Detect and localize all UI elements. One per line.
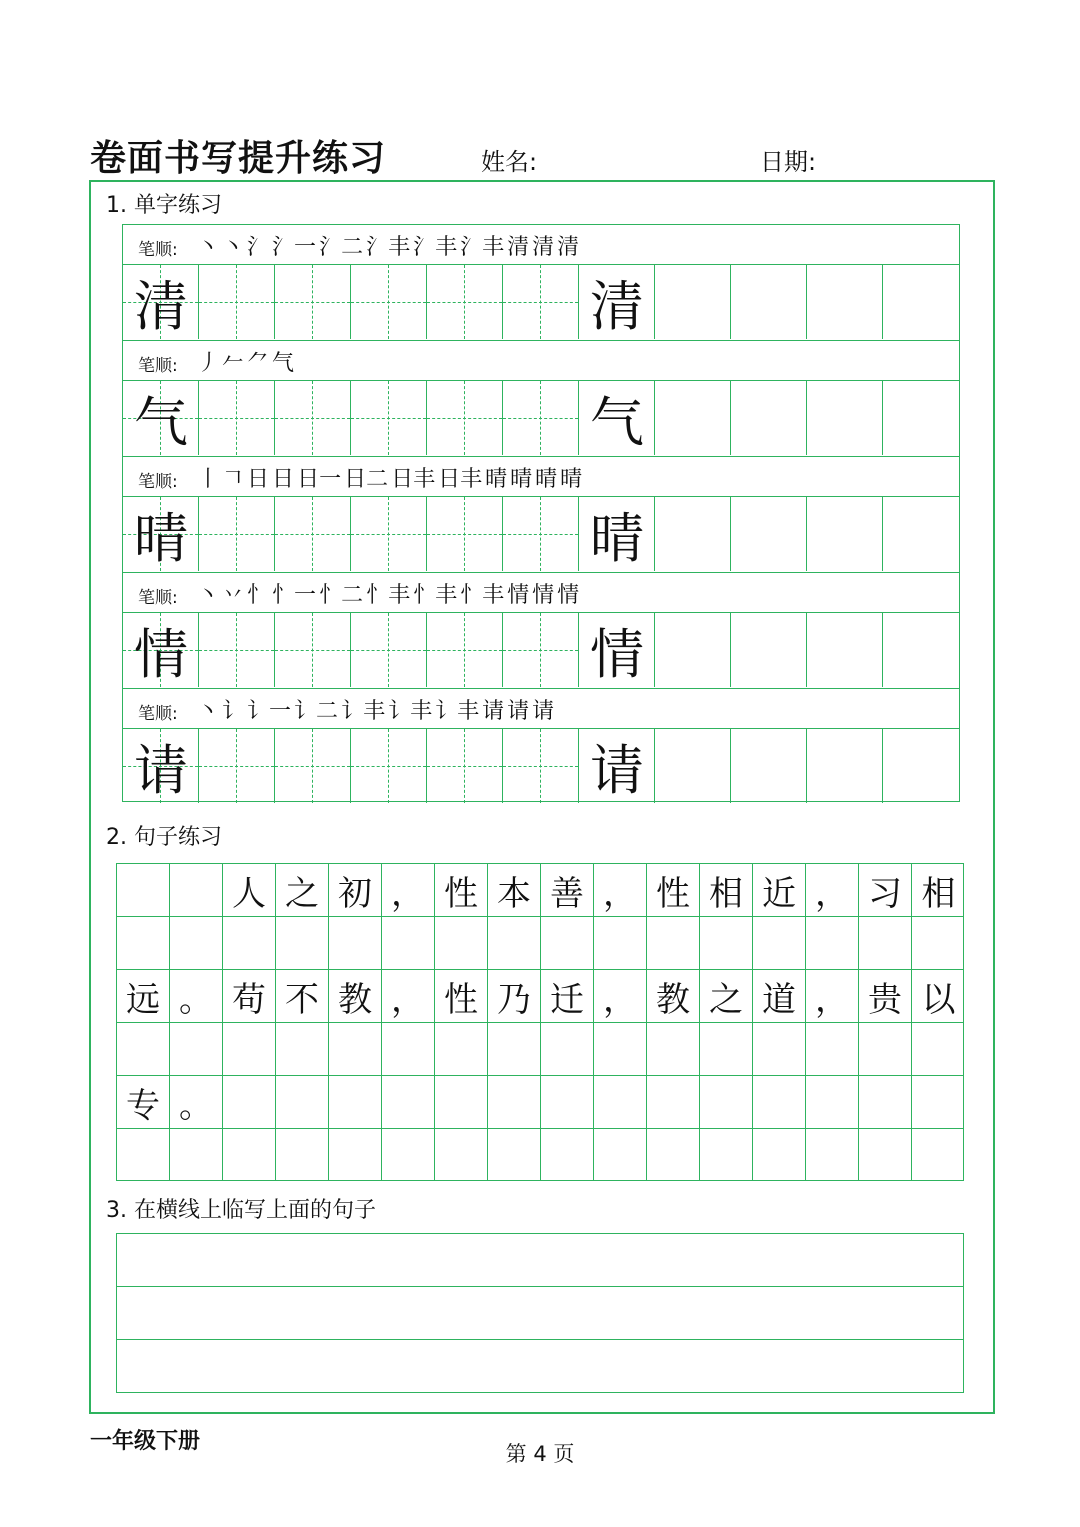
empty-writing-cell[interactable] [223, 1023, 276, 1075]
stroke-step: 丶 [222, 234, 245, 260]
model-char-cell [123, 381, 199, 455]
stroke-step: 日丰 [391, 466, 436, 492]
name-label: 姓名: [481, 148, 538, 176]
stroke-step: 晴 [535, 466, 558, 492]
empty-writing-cell[interactable] [594, 1076, 647, 1128]
empty-writing-cell[interactable] [117, 1023, 170, 1075]
stroke-step: 忄二 [319, 582, 364, 608]
guide-line-vertical [388, 497, 389, 571]
sentence-char-cell: ， [382, 970, 435, 1022]
stroke-step: 氵一 [272, 234, 317, 260]
empty-writing-cell[interactable] [753, 1129, 806, 1181]
sentence-char-cell: 初 [329, 864, 382, 916]
section-title-sentence: 2. 句子练习 [106, 825, 222, 850]
tian-grid-row [123, 265, 959, 341]
guide-line-vertical [236, 729, 237, 803]
empty-writing-cell[interactable] [806, 1023, 859, 1075]
stroke-step: 日二 [344, 466, 389, 492]
empty-writing-cell[interactable] [700, 1023, 753, 1075]
tian-grid-row [123, 497, 959, 573]
guide-line-vertical [312, 497, 313, 571]
guide-line-vertical [312, 265, 313, 339]
practice-cell[interactable] [503, 265, 579, 339]
stroke-step: 讠一 [247, 698, 292, 724]
empty-writing-cell[interactable] [859, 1129, 912, 1181]
tian-grid-row [123, 381, 959, 457]
practice-cell[interactable] [427, 381, 503, 455]
empty-writing-cell[interactable] [594, 917, 647, 969]
model-character: 气 [590, 390, 644, 454]
stroke-step: 清 [532, 234, 555, 260]
stroke-step: 请 [507, 698, 530, 724]
stroke-order-label: 笔顺: [138, 240, 178, 260]
practice-cell[interactable] [731, 381, 807, 455]
empty-writing-cell[interactable] [700, 1076, 753, 1128]
empty-writing-cell[interactable] [541, 1076, 594, 1128]
practice-cell[interactable] [199, 497, 275, 571]
empty-writing-cell[interactable] [541, 1023, 594, 1075]
sentence-char-cell: 习 [859, 864, 912, 916]
empty-writing-cell[interactable] [382, 1129, 435, 1181]
sentence-char-cell: 。 [170, 970, 223, 1022]
empty-writing-cell[interactable] [647, 1023, 700, 1075]
stroke-order-label: 笔顺: [138, 472, 178, 492]
page-title: 卷面书写提升练习 [90, 138, 387, 179]
date-label: 日期: [760, 148, 817, 176]
guide-line-vertical [540, 497, 541, 571]
stroke-step: 𠃍 [222, 466, 245, 492]
stroke-step: 清 [557, 234, 580, 260]
practice-cell[interactable] [199, 613, 275, 687]
sentence-grid-row [117, 1129, 963, 1182]
practice-cell[interactable] [883, 265, 959, 339]
empty-writing-cell[interactable] [382, 1023, 435, 1075]
empty-writing-cell[interactable] [170, 1129, 223, 1181]
stroke-sequence [197, 459, 585, 495]
empty-writing-cell[interactable] [806, 917, 859, 969]
sentence-char-cell: 不 [276, 970, 329, 1022]
empty-writing-cell[interactable] [594, 1023, 647, 1075]
practice-cell[interactable] [427, 265, 503, 339]
empty-writing-cell[interactable] [859, 1076, 912, 1128]
stroke-order-row [123, 341, 959, 381]
sentence-char-cell: 道 [753, 970, 806, 1022]
empty-writing-cell[interactable] [276, 1076, 329, 1128]
sentence-char-cell: ， [806, 864, 859, 916]
guide-line-vertical [312, 729, 313, 803]
practice-cell[interactable] [351, 381, 427, 455]
practice-cell[interactable] [427, 613, 503, 687]
sentence-char-cell: 性 [647, 864, 700, 916]
stroke-sequence [197, 691, 557, 727]
empty-writing-cell[interactable] [276, 917, 329, 969]
practice-cell[interactable] [503, 381, 579, 455]
empty-writing-cell[interactable] [912, 1023, 965, 1075]
empty-writing-cell[interactable] [435, 1076, 488, 1128]
practice-cell[interactable] [731, 497, 807, 571]
practice-cell[interactable] [807, 381, 883, 455]
guide-line-vertical [464, 497, 465, 571]
stroke-step: 讠丰 [388, 698, 433, 724]
practice-cell[interactable] [275, 381, 351, 455]
empty-writing-cell[interactable] [912, 1129, 965, 1181]
empty-writing-cell[interactable] [170, 1023, 223, 1075]
guide-line-vertical [540, 729, 541, 803]
empty-writing-cell[interactable] [170, 864, 223, 916]
empty-writing-cell[interactable] [223, 1129, 276, 1181]
stroke-step: 丶 [197, 582, 220, 608]
practice-cell[interactable] [351, 613, 427, 687]
stroke-step: 晴 [560, 466, 583, 492]
model-character: 晴 [590, 506, 644, 570]
model-char-cell [579, 729, 655, 803]
sentence-char-cell: 教 [329, 970, 382, 1022]
stroke-step: 日 [272, 466, 295, 492]
tian-grid-row [123, 613, 959, 689]
sentence-char-cell: 相 [700, 864, 753, 916]
sentence-char-cell: 以 [921, 979, 956, 1020]
practice-cell[interactable] [655, 265, 731, 339]
practice-cell[interactable] [503, 729, 579, 803]
copy-writing-line[interactable] [117, 1234, 963, 1287]
stroke-step: 请 [532, 698, 555, 724]
guide-line-vertical [540, 613, 541, 687]
sentence-char-cell: 之 [276, 864, 329, 916]
stroke-step: 日 [247, 466, 270, 492]
practice-cell[interactable] [503, 613, 579, 687]
stroke-step: 丶 [197, 698, 220, 724]
empty-writing-cell[interactable] [382, 917, 435, 969]
guide-line-vertical [236, 613, 237, 687]
guide-line-vertical [236, 265, 237, 339]
practice-cell[interactable] [883, 729, 959, 803]
sentence-char-cell: 相 [921, 873, 956, 914]
stroke-order-row [123, 689, 959, 729]
empty-writing-cell[interactable] [329, 1023, 382, 1075]
stroke-step: 情 [557, 582, 580, 608]
guide-line-vertical [388, 381, 389, 455]
practice-cell[interactable] [807, 729, 883, 803]
copy-lines-box [116, 1233, 964, 1393]
guide-line-vertical [540, 265, 541, 339]
stroke-step: 日一 [297, 466, 342, 492]
model-character: 晴 [134, 506, 188, 570]
empty-writing-cell[interactable] [117, 864, 170, 916]
sentence-practice-grid [116, 863, 964, 1181]
practice-cell[interactable] [351, 497, 427, 571]
practice-cell[interactable] [883, 613, 959, 687]
stroke-step: 清 [507, 234, 530, 260]
model-char-cell [579, 497, 655, 571]
sentence-char-cell: 苟 [223, 970, 276, 1022]
practice-cell[interactable] [503, 497, 579, 571]
practice-cell[interactable] [731, 265, 807, 339]
guide-line-vertical [464, 729, 465, 803]
empty-writing-cell[interactable] [488, 1129, 541, 1181]
stroke-step: 情 [532, 582, 555, 608]
stroke-step: 氵 [247, 234, 270, 260]
sentence-char-cell: 远 [117, 970, 170, 1022]
stroke-step: 氵二 [319, 234, 364, 260]
guide-line-vertical [388, 265, 389, 339]
stroke-order-label: 笔顺: [138, 356, 178, 376]
stroke-step: 讠丰 [341, 698, 386, 724]
empty-writing-cell[interactable] [753, 1076, 806, 1128]
empty-writing-cell[interactable] [541, 917, 594, 969]
stroke-order-row [123, 457, 959, 497]
practice-cell[interactable] [427, 729, 503, 803]
stroke-step: 忄丰 [366, 582, 411, 608]
guide-line-vertical [236, 497, 237, 571]
sentence-grid-row [117, 1023, 963, 1076]
practice-cell[interactable] [655, 497, 731, 571]
practice-cell[interactable] [351, 265, 427, 339]
empty-writing-cell[interactable] [435, 917, 488, 969]
guide-line-vertical [388, 729, 389, 803]
empty-writing-cell[interactable] [753, 1023, 806, 1075]
practice-cell[interactable] [655, 381, 731, 455]
guide-line-vertical [388, 613, 389, 687]
guide-line-vertical [312, 613, 313, 687]
guide-line-vertical [236, 381, 237, 455]
stroke-step: 𠂉 [222, 350, 245, 376]
model-char-cell [123, 613, 199, 687]
stroke-step: 忄一 [272, 582, 317, 608]
empty-writing-cell[interactable] [488, 1076, 541, 1128]
stroke-sequence [197, 227, 582, 263]
practice-cell[interactable] [731, 613, 807, 687]
practice-cell[interactable] [655, 729, 731, 803]
empty-writing-cell[interactable] [170, 917, 223, 969]
model-character: 请 [134, 738, 188, 802]
sentence-char-cell: 性 [435, 970, 488, 1022]
page-number: 第 4 页 [505, 1442, 575, 1466]
copy-writing-line[interactable] [117, 1340, 963, 1393]
empty-writing-cell[interactable] [382, 1076, 435, 1128]
stroke-order-row [123, 225, 959, 265]
empty-writing-cell[interactable] [647, 917, 700, 969]
empty-writing-cell[interactable] [700, 917, 753, 969]
sentence-char-cell: ， [382, 864, 435, 916]
empty-writing-cell[interactable] [912, 917, 965, 969]
sentence-char-cell: 。 [170, 1076, 223, 1128]
section-title-copy-lines: 3. 在横线上临写上面的句子 [106, 1198, 376, 1223]
empty-writing-cell[interactable] [223, 1076, 276, 1128]
practice-cell[interactable] [275, 265, 351, 339]
stroke-step: 丿 [197, 350, 220, 376]
stroke-order-label: 笔顺: [138, 588, 178, 608]
empty-writing-cell[interactable] [435, 1023, 488, 1075]
guide-line-vertical [464, 381, 465, 455]
grade-label: 一年级下册 [90, 1429, 201, 1454]
sentence-char-cell: 善 [541, 864, 594, 916]
practice-cell[interactable] [199, 729, 275, 803]
empty-writing-cell[interactable] [329, 1076, 382, 1128]
model-char-cell [579, 613, 655, 687]
model-char-cell [123, 729, 199, 803]
model-character: 情 [134, 622, 188, 686]
stroke-sequence [197, 343, 297, 379]
empty-writing-cell[interactable] [276, 1129, 329, 1181]
stroke-step: 晴 [510, 466, 533, 492]
practice-cell[interactable] [199, 265, 275, 339]
practice-cell[interactable] [883, 497, 959, 571]
empty-writing-cell[interactable] [700, 1129, 753, 1181]
stroke-step: 情 [507, 582, 530, 608]
model-char-cell [123, 265, 199, 339]
sentence-char-cell: 专 [117, 1076, 170, 1128]
empty-writing-cell[interactable] [647, 1076, 700, 1128]
stroke-step: 气 [272, 350, 295, 376]
sentence-grid-row [117, 970, 963, 1023]
empty-writing-cell[interactable] [435, 1129, 488, 1181]
model-character: 清 [590, 274, 644, 338]
sentence-char-cell: 之 [700, 970, 753, 1022]
stroke-step: 氵丰 [460, 234, 505, 260]
stroke-step: 忄丰 [413, 582, 458, 608]
empty-writing-cell[interactable] [329, 1129, 382, 1181]
practice-cell[interactable] [731, 729, 807, 803]
sentence-char-cell: ， [594, 864, 647, 916]
model-character: 请 [590, 738, 644, 802]
empty-writing-cell[interactable] [859, 1023, 912, 1075]
sentence-grid-row [117, 864, 963, 917]
practice-cell[interactable] [655, 613, 731, 687]
tian-grid-row [123, 729, 959, 805]
stroke-step: 氵丰 [366, 234, 411, 260]
model-character: 气 [134, 390, 188, 454]
practice-cell[interactable] [199, 381, 275, 455]
empty-writing-cell[interactable] [806, 1076, 859, 1128]
empty-writing-cell[interactable] [223, 917, 276, 969]
stroke-sequence [197, 575, 582, 611]
guide-line-vertical [464, 265, 465, 339]
empty-writing-cell[interactable] [488, 917, 541, 969]
guide-line-vertical [540, 381, 541, 455]
stroke-step: 忄 [247, 582, 270, 608]
empty-writing-cell[interactable] [806, 1129, 859, 1181]
practice-cell[interactable] [807, 613, 883, 687]
practice-cell[interactable] [351, 729, 427, 803]
sentence-grid-row [117, 917, 963, 970]
stroke-step: 丨 [197, 466, 220, 492]
section-title-single-chars: 1. 单字练习 [106, 193, 222, 218]
sentence-char-cell: 教 [647, 970, 700, 1022]
empty-writing-cell[interactable] [488, 1023, 541, 1075]
empty-writing-cell[interactable] [859, 917, 912, 969]
guide-line-vertical [464, 613, 465, 687]
sentence-char-cell: 乃 [488, 970, 541, 1022]
stroke-step: 丷 [222, 582, 245, 608]
stroke-step: 晴 [485, 466, 508, 492]
practice-cell[interactable] [807, 265, 883, 339]
empty-writing-cell[interactable] [276, 1023, 329, 1075]
model-char-cell [579, 381, 655, 455]
practice-cell[interactable] [807, 497, 883, 571]
sentence-char-cell: 迁 [541, 970, 594, 1022]
model-character: 情 [590, 622, 644, 686]
practice-cell[interactable] [275, 729, 351, 803]
empty-writing-cell[interactable] [594, 1129, 647, 1181]
empty-writing-cell[interactable] [912, 1076, 965, 1128]
stroke-step: 忄丰 [460, 582, 505, 608]
sentence-char-cell: 性 [435, 864, 488, 916]
single-char-practice-table [122, 224, 960, 802]
stroke-step: 日丰 [438, 466, 483, 492]
practice-cell[interactable] [275, 497, 351, 571]
model-char-cell [123, 497, 199, 571]
sentence-char-cell: 人 [223, 864, 276, 916]
guide-line-vertical [312, 381, 313, 455]
stroke-step: 丶 [197, 234, 220, 260]
empty-writing-cell[interactable] [117, 917, 170, 969]
practice-cell[interactable] [883, 381, 959, 455]
stroke-step: ⺈ [247, 350, 270, 376]
sentence-char-cell: 近 [753, 864, 806, 916]
practice-cell[interactable] [427, 497, 503, 571]
stroke-order-row [123, 573, 959, 613]
copy-writing-line[interactable] [117, 1287, 963, 1340]
sentence-char-cell: ， [594, 970, 647, 1022]
model-char-cell [579, 265, 655, 339]
stroke-step: 讠二 [294, 698, 339, 724]
empty-writing-cell[interactable] [753, 917, 806, 969]
empty-writing-cell[interactable] [647, 1129, 700, 1181]
empty-writing-cell[interactable] [117, 1129, 170, 1181]
sentence-char-cell: 贵 [859, 970, 912, 1022]
stroke-step: 讠丰 [435, 698, 480, 724]
empty-writing-cell[interactable] [541, 1129, 594, 1181]
stroke-step: 氵丰 [413, 234, 458, 260]
sentence-char-cell: 本 [488, 864, 541, 916]
empty-writing-cell[interactable] [329, 917, 382, 969]
sentence-grid-row [117, 1076, 963, 1129]
stroke-step: 讠 [222, 698, 245, 724]
stroke-order-label: 笔顺: [138, 704, 178, 724]
model-character: 清 [134, 274, 188, 338]
stroke-step: 请 [482, 698, 505, 724]
sentence-char-cell: ， [806, 970, 859, 1022]
practice-cell[interactable] [275, 613, 351, 687]
